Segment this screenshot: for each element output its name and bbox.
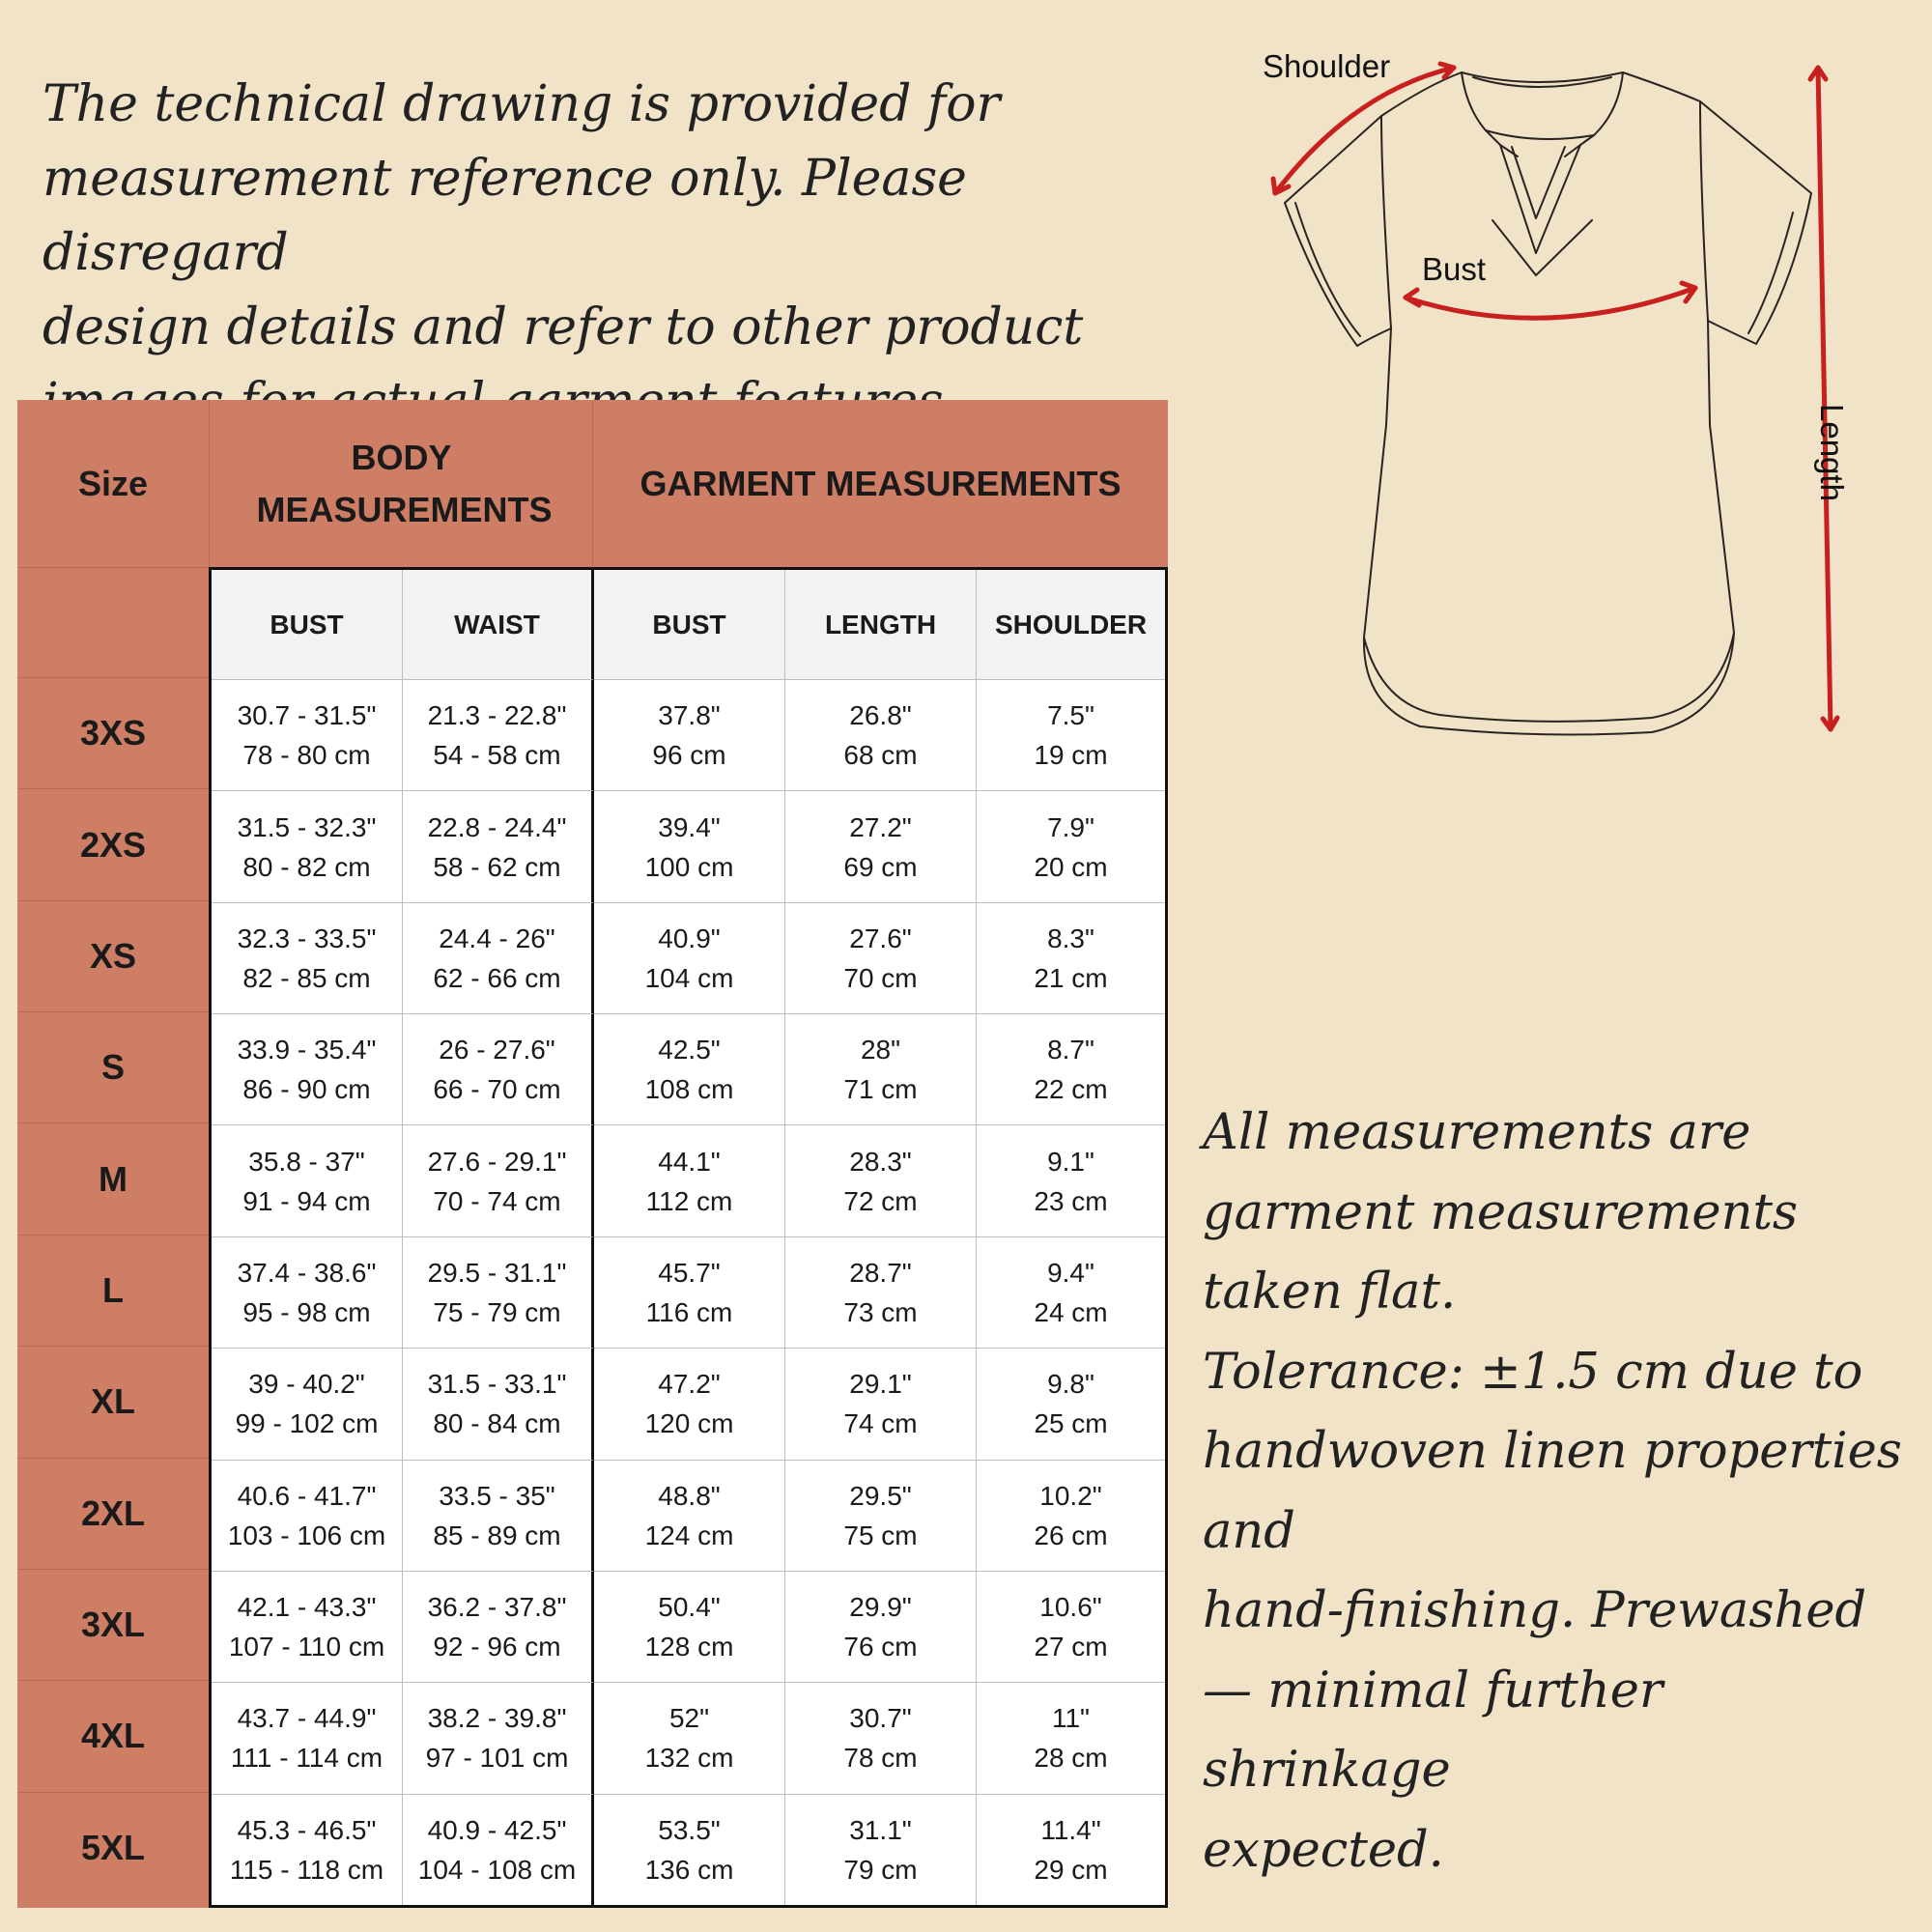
size-label: 3XL (17, 1569, 209, 1680)
cm-value: 20 cm (1034, 851, 1108, 882)
table-cell (212, 1460, 403, 1571)
garment-measurements-header (592, 400, 1168, 567)
table-cell (403, 1794, 594, 1905)
size-label: XS (17, 900, 209, 1011)
cm-value: 78 - 80 cm (242, 740, 371, 771)
cm-value: 19 cm (1034, 740, 1108, 771)
cm-value: 116 cm (645, 1296, 733, 1327)
inch-value: 43.7 - 44.9" (237, 1703, 377, 1734)
cm-value: 132 cm (644, 1743, 734, 1774)
inch-value: 45.3 - 46.5" (237, 1814, 377, 1845)
garment-technical-drawing (1246, 39, 1922, 753)
cm-value: 79 cm (843, 1854, 918, 1885)
table-cell (785, 902, 977, 1013)
cm-value: 22 cm (1034, 1074, 1108, 1105)
notes-line: — minimal further shrinkage (1203, 1662, 1663, 1799)
inch-value: 28.3" (849, 1146, 912, 1177)
table-cell (403, 1236, 594, 1348)
cm-value: 21 cm (1034, 962, 1108, 993)
size-label: S (17, 1011, 209, 1122)
table-cell (785, 790, 977, 901)
inch-value: 37.4 - 38.6" (237, 1257, 377, 1288)
notes-line: garment measurements (1203, 1183, 1799, 1241)
inch-value: 42.5" (658, 1035, 721, 1065)
column-header: BUST (594, 570, 785, 679)
cm-value: 92 - 96 cm (433, 1632, 561, 1662)
cm-value: 86 - 90 cm (242, 1074, 371, 1105)
length-label: Length (1814, 404, 1850, 501)
table-cell (785, 1348, 977, 1459)
size-label: L (17, 1235, 209, 1346)
inch-value: 27.6" (849, 923, 912, 953)
cm-value: 100 cm (644, 851, 734, 882)
table-cell (403, 1348, 594, 1459)
table-cell (594, 1571, 785, 1682)
cm-value: 107 - 110 cm (228, 1632, 385, 1662)
table-cell (785, 679, 977, 790)
cm-value: 136 cm (644, 1854, 734, 1885)
cm-value: 28 cm (1034, 1743, 1108, 1774)
inch-value: 30.7" (849, 1703, 912, 1734)
inch-value: 29.1" (849, 1369, 912, 1400)
size-label: 5XL (17, 1792, 209, 1903)
inch-value: 37.8" (658, 700, 721, 731)
cm-value: 112 cm (645, 1185, 733, 1216)
table-cell (212, 1013, 403, 1124)
table-cell (594, 1236, 785, 1348)
cm-value: 85 - 89 cm (433, 1520, 561, 1550)
size-chart-table (17, 400, 1167, 1907)
table-cell (785, 1124, 977, 1236)
table-cell (594, 902, 785, 1013)
cm-value: 99 - 102 cm (235, 1408, 379, 1439)
table-cell (403, 1460, 594, 1571)
table-cell (594, 1124, 785, 1236)
measurement-grid (209, 567, 1168, 1908)
inch-value: 38.2 - 39.8" (427, 1703, 567, 1734)
size-label: 4XL (17, 1680, 209, 1791)
table-cell (403, 679, 594, 790)
cm-value: 68 cm (843, 740, 918, 771)
cm-value: 103 - 106 cm (227, 1520, 386, 1550)
inch-value: 10.6" (1039, 1592, 1102, 1623)
inch-value: 24.4 - 26" (439, 923, 555, 953)
inch-value: 9.4" (1047, 1257, 1094, 1288)
cm-value: 74 cm (843, 1408, 918, 1439)
inch-value: 11.4" (1040, 1814, 1101, 1845)
inch-value: 31.1" (849, 1814, 912, 1845)
cm-value: 91 - 94 cm (242, 1185, 371, 1216)
column-header: BUST (212, 570, 403, 679)
table-cell (594, 1682, 785, 1793)
body-measurements-header (209, 400, 593, 567)
column-header: WAIST (403, 570, 594, 679)
cm-value: 82 - 85 cm (242, 962, 371, 993)
inch-value: 31.5 - 33.1" (427, 1369, 567, 1400)
cm-value: 104 - 108 cm (417, 1854, 577, 1885)
size-header-label: Size (77, 463, 149, 503)
inch-value: 26.8" (849, 700, 912, 731)
table-cell (212, 1682, 403, 1793)
size-header (17, 400, 209, 567)
table-cell (594, 1013, 785, 1124)
size-column (17, 567, 209, 1908)
cm-value: 54 - 58 cm (433, 740, 561, 771)
table-cell (977, 902, 1165, 1013)
inch-value: 29.5" (849, 1480, 912, 1511)
cm-value: 80 - 82 cm (242, 851, 371, 882)
table-cell (977, 1236, 1165, 1348)
inch-value: 27.2" (849, 811, 912, 842)
cm-value: 70 - 74 cm (433, 1185, 561, 1216)
table-cell (212, 1236, 403, 1348)
inch-value: 53.5" (658, 1814, 721, 1845)
cm-value: 66 - 70 cm (433, 1074, 561, 1105)
table-cell (212, 1571, 403, 1682)
inch-value: 44.1" (658, 1146, 721, 1177)
inch-value: 28" (860, 1035, 901, 1065)
inch-value: 39 - 40.2" (248, 1369, 365, 1400)
cm-value: 26 cm (1034, 1520, 1108, 1550)
inch-value: 33.9 - 35.4" (237, 1035, 377, 1065)
inch-value: 40.9 - 42.5" (427, 1814, 567, 1845)
cm-value: 120 cm (644, 1408, 734, 1439)
cm-value: 76 cm (843, 1632, 918, 1662)
cm-value: 71 cm (843, 1074, 918, 1105)
size-label: XL (17, 1346, 209, 1457)
cm-value: 104 cm (644, 962, 734, 993)
cm-value: 108 cm (644, 1074, 734, 1105)
cm-value: 23 cm (1034, 1185, 1108, 1216)
cm-value: 58 - 62 cm (433, 851, 561, 882)
cm-value: 115 - 118 cm (229, 1854, 384, 1885)
shoulder-label: Shoulder (1263, 48, 1391, 84)
intro-line: measurement reference only. Please disregard (43, 150, 967, 282)
inch-value: 11" (1051, 1703, 1090, 1734)
inch-value: 29.5 - 31.1" (427, 1257, 567, 1288)
cm-value: 111 - 114 cm (230, 1743, 384, 1774)
table-cell (212, 902, 403, 1013)
inch-value: 40.9" (658, 923, 721, 953)
body-measurements-label: BODY MEASUREMENTS (256, 437, 553, 529)
notes-line: handwoven linen properties (1203, 1423, 1902, 1480)
column-header: LENGTH (785, 570, 977, 679)
notes-line: Tolerance: ±1.5 cm due to (1203, 1343, 1863, 1401)
cm-value: 72 cm (843, 1185, 918, 1216)
inch-value: 33.5 - 35" (439, 1480, 555, 1511)
inch-value: 42.1 - 43.3" (237, 1592, 377, 1623)
inch-value: 7.9" (1047, 811, 1094, 842)
cm-value: 124 cm (644, 1520, 734, 1550)
measure-arrows (1273, 64, 1837, 729)
cm-value: 75 cm (843, 1520, 918, 1550)
inch-value: 32.3 - 33.5" (237, 923, 377, 953)
bust-arrow (1406, 288, 1695, 318)
cm-value: 128 cm (644, 1632, 734, 1662)
cm-value: 29 cm (1034, 1854, 1108, 1885)
inch-value: 28.7" (849, 1257, 912, 1288)
cm-value: 73 cm (843, 1296, 918, 1327)
inch-value: 45.7" (658, 1257, 721, 1288)
column-header: SHOULDER (977, 570, 1165, 679)
table-cell (785, 1236, 977, 1348)
inch-value: 9.1" (1047, 1146, 1094, 1177)
table-cell (403, 1682, 594, 1793)
inch-value: 27.6 - 29.1" (427, 1146, 567, 1177)
inch-value: 52" (668, 1703, 710, 1734)
inch-value: 36.2 - 37.8" (427, 1592, 567, 1623)
cm-value: 97 - 101 cm (425, 1743, 569, 1774)
cm-value: 75 - 79 cm (433, 1296, 561, 1327)
table-cell (403, 1571, 594, 1682)
inch-value: 21.3 - 22.8" (427, 700, 567, 731)
table-cell (403, 790, 594, 901)
table-cell (977, 1794, 1165, 1905)
intro-line: The technical drawing is provided for (43, 75, 1001, 133)
table-cell (403, 1124, 594, 1236)
table-cell (977, 1571, 1165, 1682)
cm-value: 62 - 66 cm (433, 962, 561, 993)
length-arrow (1818, 68, 1831, 729)
inch-value: 22.8 - 24.4" (427, 811, 567, 842)
table-cell (977, 1013, 1165, 1124)
notes-line: expected. (1203, 1821, 1444, 1879)
table-cell (785, 1682, 977, 1793)
bust-label: Bust (1422, 251, 1487, 287)
table-cell (785, 1460, 977, 1571)
table-cell (594, 1348, 785, 1459)
cm-value: 70 cm (843, 962, 918, 993)
size-label: 3XS (17, 677, 209, 788)
table-cell (594, 1460, 785, 1571)
intro-line: design details and refer to other product (43, 298, 1084, 356)
notes-line: All measurements are (1203, 1104, 1751, 1161)
cm-value: 27 cm (1034, 1632, 1108, 1662)
table-cell (594, 790, 785, 901)
inch-value: 47.2" (658, 1369, 721, 1400)
table-cell (785, 1013, 977, 1124)
inch-value: 50.4" (658, 1592, 721, 1623)
table-cell (594, 679, 785, 790)
table-cell (212, 1348, 403, 1459)
cm-value: 24 cm (1034, 1296, 1108, 1327)
inch-value: 40.6 - 41.7" (237, 1480, 377, 1511)
inch-value: 26 - 27.6" (439, 1035, 555, 1065)
table-cell (977, 790, 1165, 901)
table-cell (785, 1571, 977, 1682)
cm-value: 25 cm (1034, 1408, 1108, 1439)
inch-value: 8.3" (1047, 923, 1094, 953)
table-cell (212, 1124, 403, 1236)
inch-value: 39.4" (658, 811, 721, 842)
inch-value: 29.9" (849, 1592, 912, 1623)
cm-value: 95 - 98 cm (242, 1296, 371, 1327)
table-cell (212, 679, 403, 790)
inch-value: 30.7 - 31.5" (237, 700, 377, 731)
inch-value: 9.8" (1047, 1369, 1094, 1400)
table-cell (977, 1348, 1165, 1459)
table-cell (212, 790, 403, 901)
inch-value: 10.2" (1039, 1480, 1102, 1511)
inch-value: 31.5 - 32.3" (237, 811, 377, 842)
inch-value: 48.8" (658, 1480, 721, 1511)
table-cell (977, 1124, 1165, 1236)
inch-value: 35.8 - 37" (248, 1146, 365, 1177)
inch-value: 8.7" (1047, 1035, 1094, 1065)
cm-value: 80 - 84 cm (433, 1408, 561, 1439)
notes-line: hand-finishing. Prewashed (1203, 1582, 1867, 1639)
size-label: M (17, 1122, 209, 1234)
table-cell (977, 1682, 1165, 1793)
garment-measurements-label: GARMENT MEASUREMENTS (639, 463, 1122, 503)
inch-value: 7.5" (1047, 700, 1094, 731)
table-cell (403, 1013, 594, 1124)
size-label: 2XL (17, 1458, 209, 1569)
table-cell (785, 1794, 977, 1905)
table-cell (212, 1794, 403, 1905)
cm-value: 69 cm (843, 851, 918, 882)
cm-value: 96 cm (652, 740, 726, 771)
intro-text (43, 68, 1144, 440)
size-label: 2XS (17, 788, 209, 899)
cm-value: 78 cm (843, 1743, 918, 1774)
notes-line: and (1203, 1502, 1295, 1560)
table-cell (977, 1460, 1165, 1571)
table-cell (403, 902, 594, 1013)
shirt-outline (1285, 72, 1811, 734)
notes-line: taken flat. (1203, 1264, 1457, 1321)
shirt-sketch (1246, 39, 1922, 753)
measurement-notes (1203, 1094, 1918, 1890)
table-cell (594, 1794, 785, 1905)
table-cell (977, 679, 1165, 790)
